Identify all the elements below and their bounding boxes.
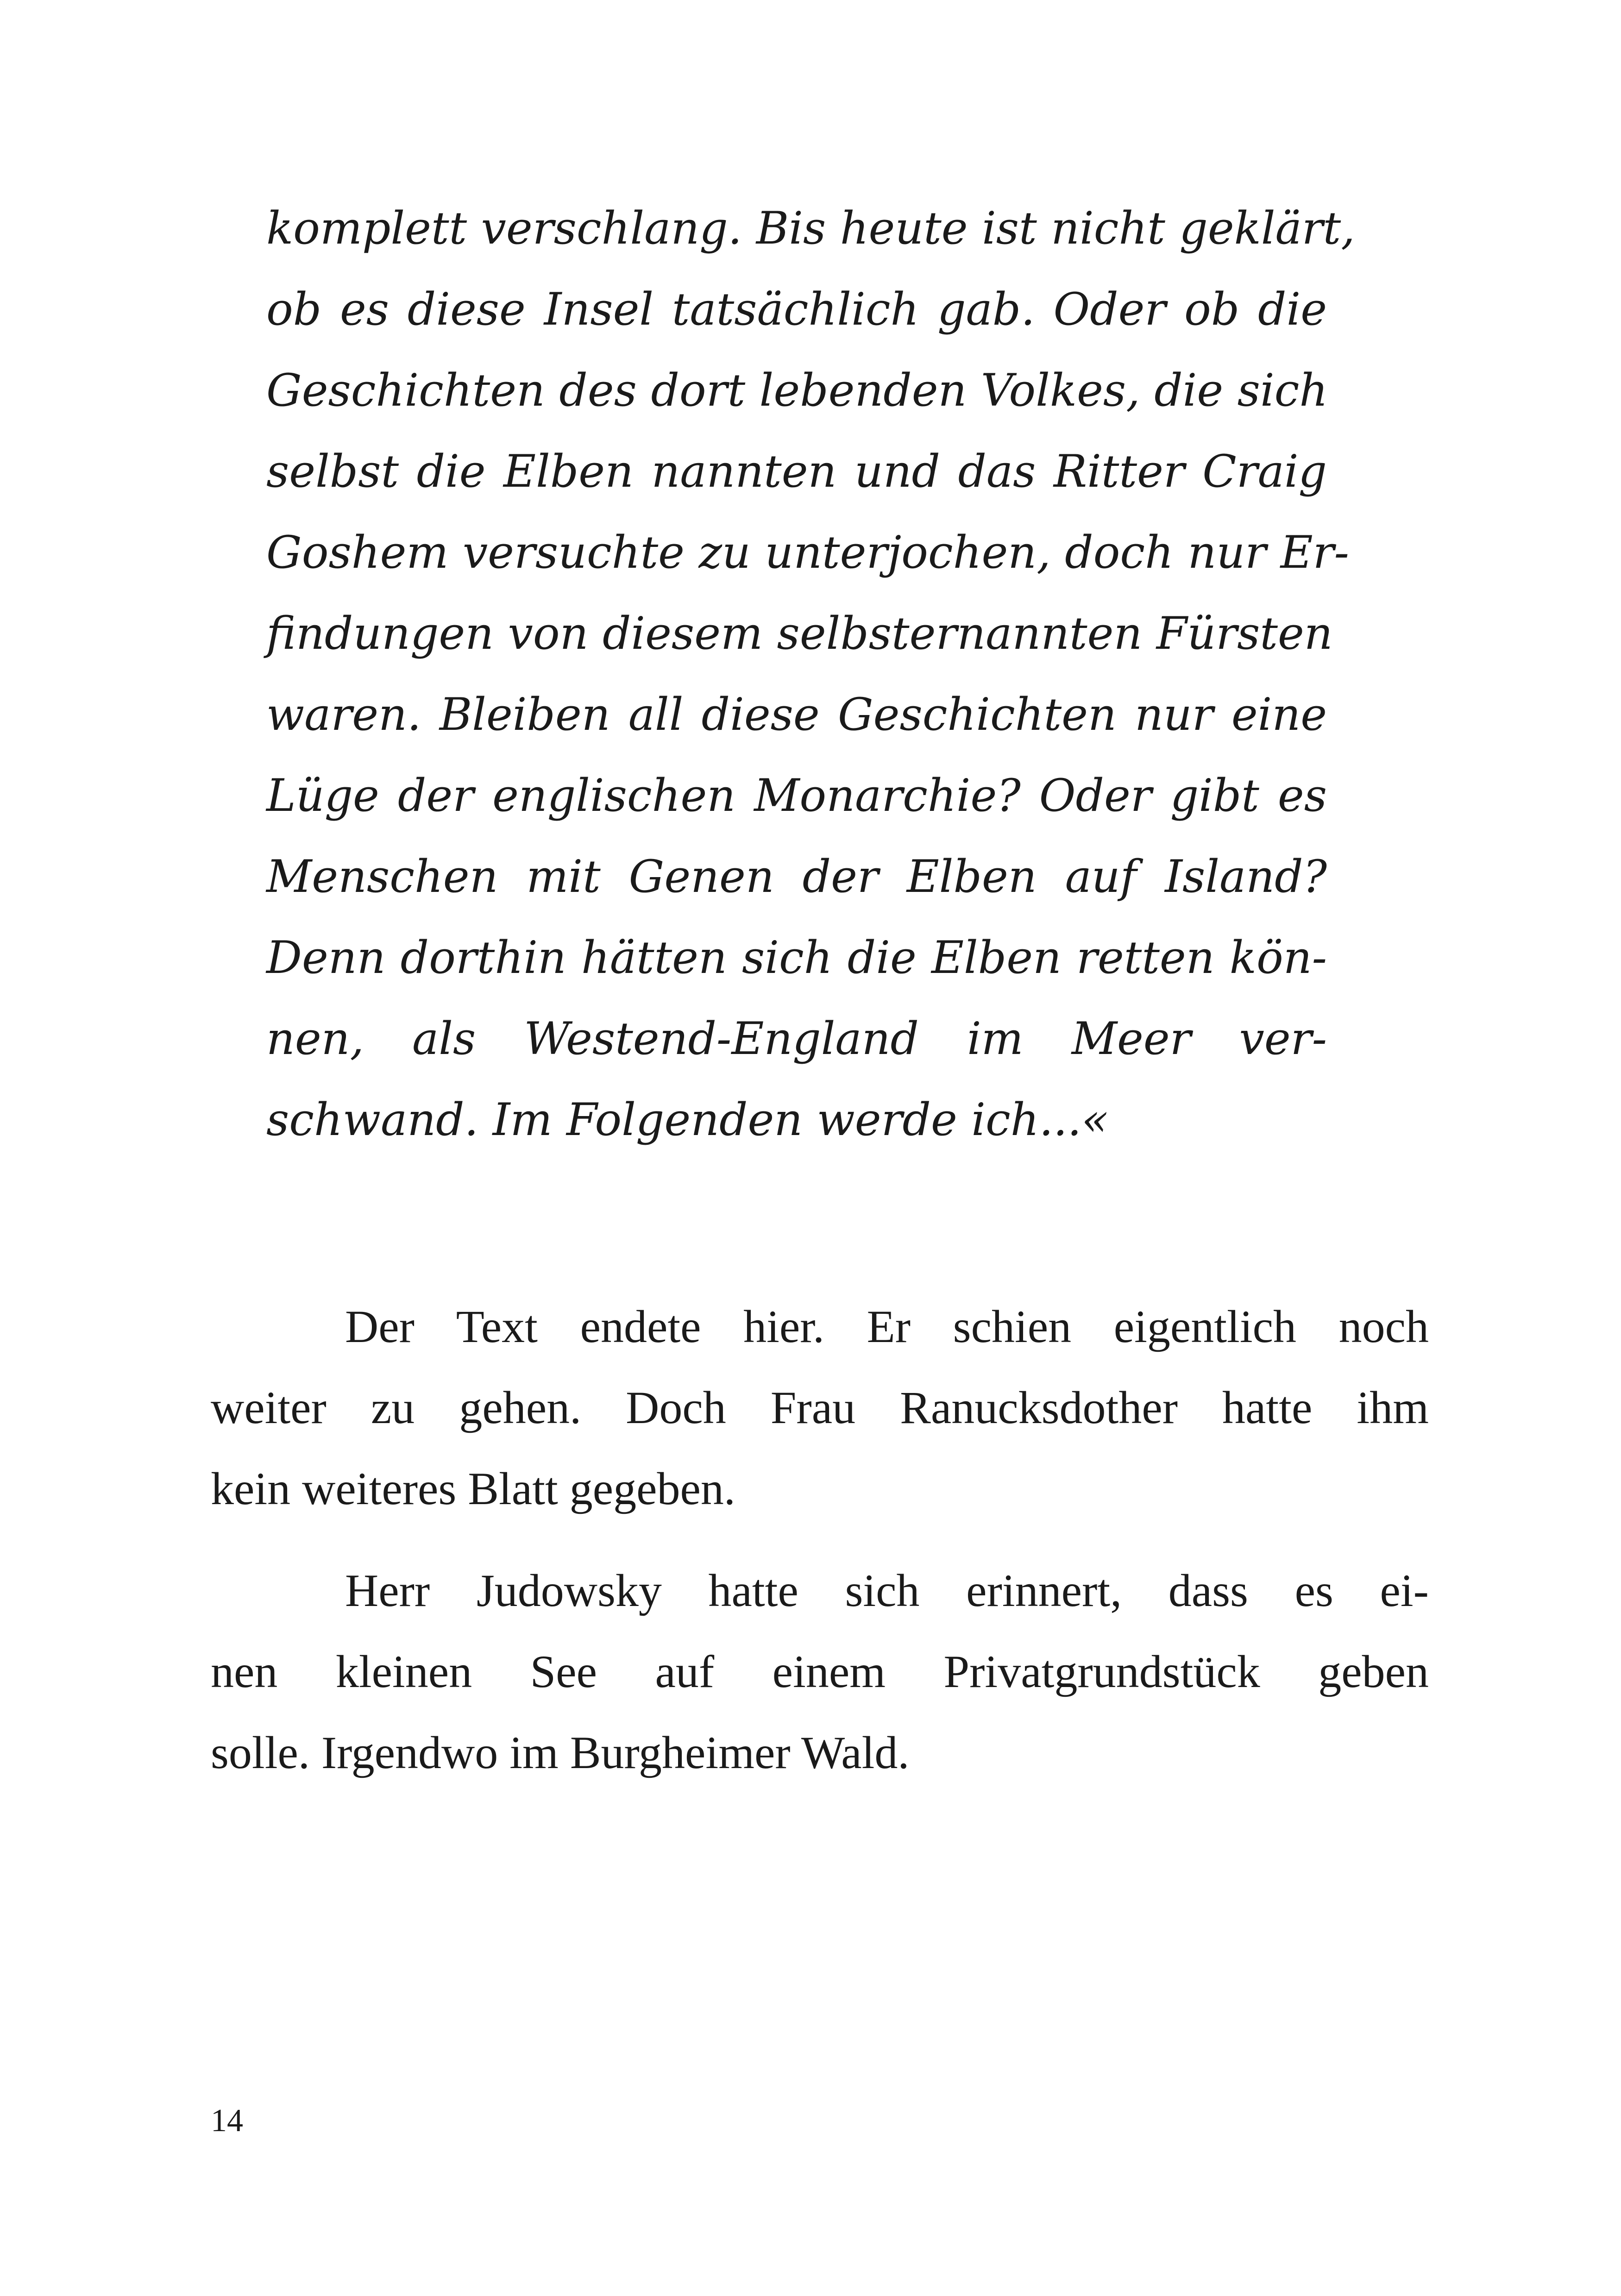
paragraph-line: Herr Judowsky hatte sich erinnert, dass es ei- (345, 1565, 1429, 1616)
quote-line: Denn dorthin hätten sich die Elben retten kön- (266, 932, 1327, 984)
paragraph-line: Der Text endete hier. Er schien eigentlich noch (345, 1301, 1429, 1352)
paragraph-line: nen kleinen See auf einem Privatgrundstück geben (211, 1646, 1429, 1697)
quote-line: nen, als Westend-England im Meer ver- (266, 1013, 1327, 1065)
quote-line: Goshem versuchte zu unterjochen, doch nur Er- (266, 527, 1349, 578)
paragraph-line: kein weiteres Blatt gegeben. (211, 1463, 735, 1514)
quote-line: Menschen mit Genen der Elben auf Island? (266, 851, 1327, 903)
quote-line: schwand. Im Folgenden werde ich...« (266, 1094, 1109, 1146)
quote-line: selbst die Elben nannten und das Ritter Craig (266, 445, 1327, 497)
quote-line: findungen von diesem selbsternannten Fürsten (266, 608, 1333, 659)
quote-line: Geschichten des dort lebenden Volkes, die sich (266, 364, 1328, 416)
quote-line: komplett verschlang. Bis heute ist nicht geklärt, (266, 202, 1355, 254)
paragraph-line: weiter zu gehen. Doch Frau Ranucksdother hatte ihm (211, 1382, 1429, 1433)
quote-line: waren. Bleiben all diese Geschichten nur eine (266, 689, 1327, 740)
paragraph-line: solle. Irgendwo im Burgheimer Wald. (211, 1727, 910, 1778)
quote-line: ob es diese Insel tatsächlich gab. Oder ob die (266, 283, 1327, 335)
page-number: 14 (211, 2103, 243, 2139)
quote-line: Lüge der englischen Monarchie? Oder gibt es (266, 770, 1327, 822)
